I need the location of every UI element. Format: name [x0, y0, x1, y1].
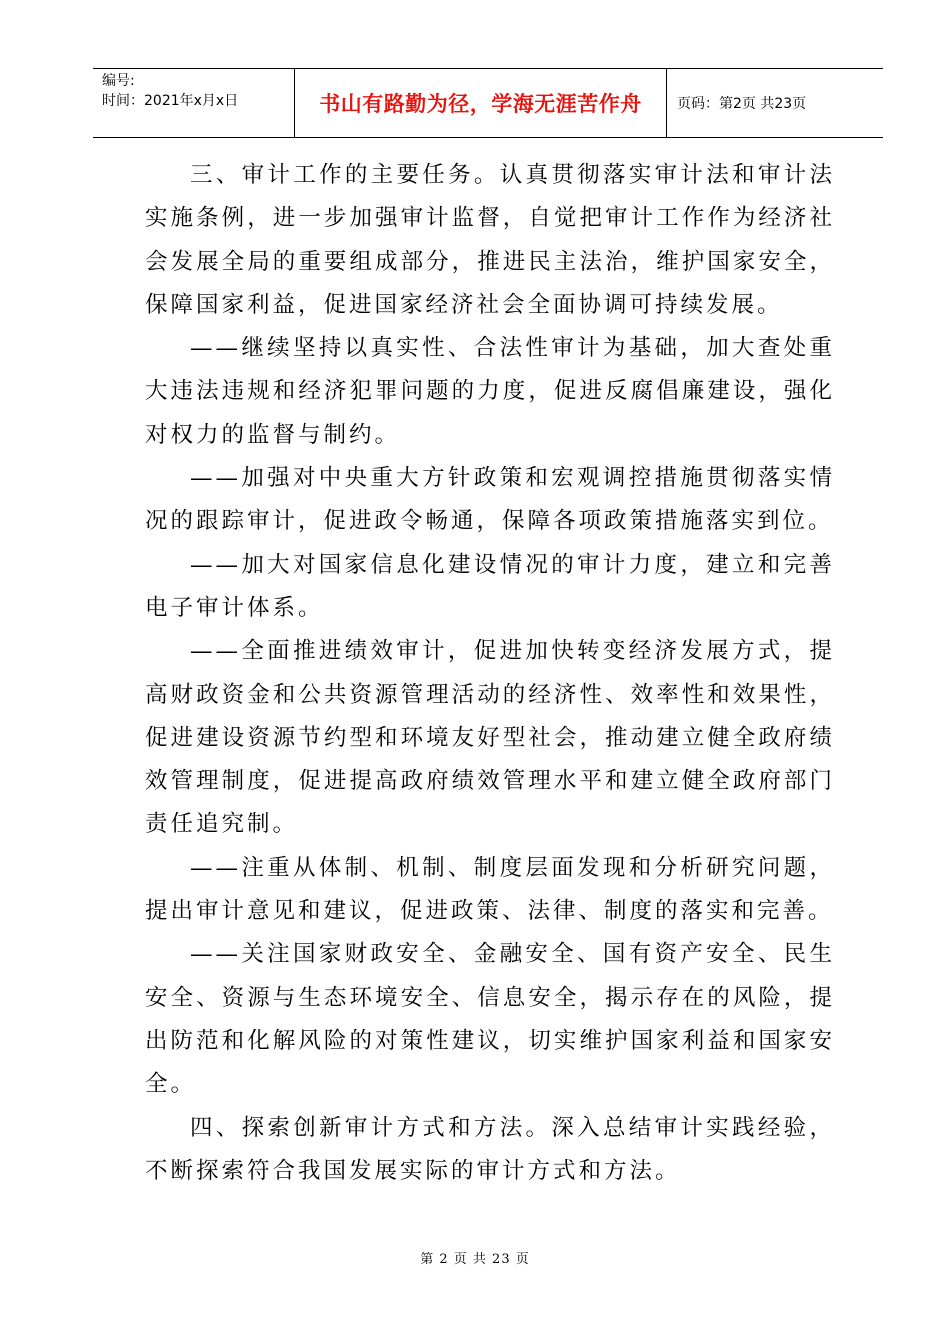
- header-motto: 书山有路勤为径，学海无涯苦作舟: [319, 92, 642, 116]
- paragraph: ——继续坚持以真实性、合法性审计为基础，加大查处重大违法违规和经济犯罪问题的力度，促进反腐倡廉建设，强化对权力的监督与制约。: [145, 335, 835, 448]
- paragraph: ——加大对国家信息化建设情况的审计力度，建立和完善电子审计体系。: [145, 551, 835, 621]
- paragraph: ——注重从体制、机制、制度层面发现和分析研究问题，提出审计意见和建议，促进政策、法律、制度的落实和完善。: [145, 854, 835, 925]
- paragraph: 三、审计工作的主要任务。认真贯彻落实审计法和审计法实施条例，进一步加强审计监督，自觉把审计工作作为经济社会发展全局的重要组成部分，推进民主法治，维护国家安全，保障国家利益，促进国家经济社会全面协调可持续发展。: [145, 162, 835, 318]
- header-page-info-cell: [667, 69, 883, 137]
- document-body: [145, 154, 835, 1193]
- paragraph: 四、探索创新审计方式和方法。深入总结审计实践经验，不断探索符合我国发展实际的审计方式和方法。: [145, 1114, 835, 1184]
- document-number-label: 编号:: [102, 73, 135, 89]
- header-page-info: 页码：第2页 共23页: [677, 96, 807, 112]
- page-footer: [0, 1248, 950, 1267]
- footer-page-number: 第 2 页 共 23 页: [420, 1252, 530, 1267]
- document-time: 时间：2021年x月x日: [102, 93, 239, 109]
- paragraph: ——全面推进绩效审计，促进加快转变经济发展方式，提高财政资金和公共资源管理活动的经济性、效率性和效果性，促进建设资源节约型和环境友好型社会，推动建立健全政府绩效管理制度，促进提高政府绩效管理水平和建立健全政府部门责任追究制。: [145, 638, 835, 838]
- paragraph: ——关注国家财政安全、金融安全、国有资产安全、民生安全、资源与生态环境安全、信息安全，揭示存在的风险，提出防范和化解风险的对策性建议，切实维护国家利益和国家安全。: [145, 941, 835, 1098]
- page-header: [93, 68, 883, 138]
- header-meta: [93, 69, 295, 137]
- paragraph: ——加强对中央重大方针政策和宏观调控措施贯彻落实情况的跟踪审计，促进政令畅通，保障各项政策措施落实到位。: [145, 465, 835, 535]
- header-motto-cell: [295, 69, 667, 137]
